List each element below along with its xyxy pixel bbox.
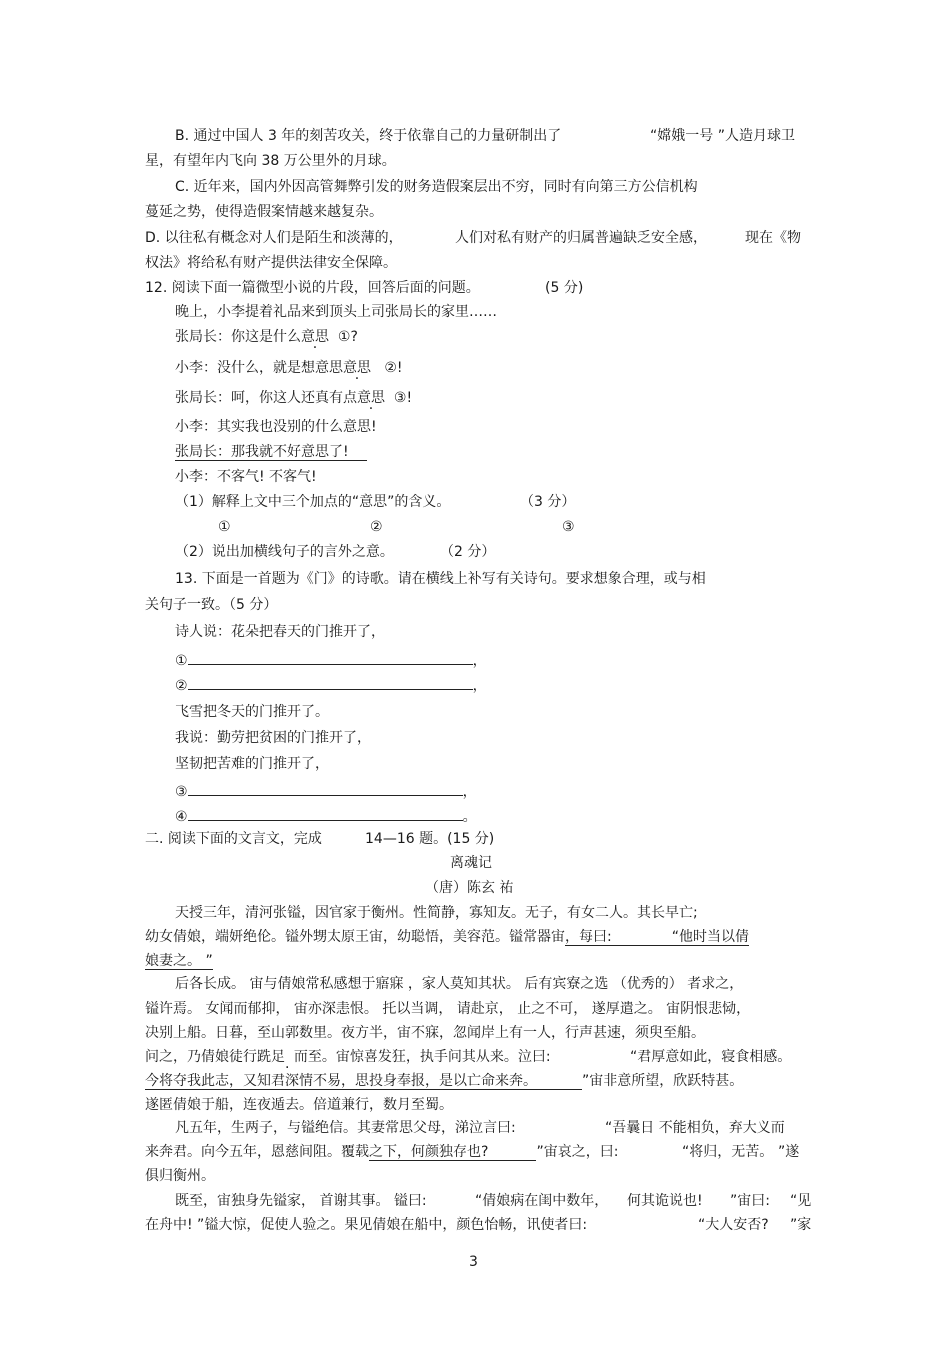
blank-punct-3: ， — [462, 784, 477, 800]
para-a-line-2 — [145, 928, 749, 946]
sub-question-2-score: （2 分） — [440, 544, 496, 560]
dotted-word-2: 意思 — [343, 360, 371, 376]
para-b-line-1: 后各长成。 宙与倩娘常私感想于寤寐 ，家人莫知其状。 后有宾寮之选 （优秀的） 者求之， — [175, 976, 744, 992]
sub-question-2: （2）说出加横线句子的言外之意。 — [175, 544, 394, 560]
para-b-line-2: 镒许焉。 女闻而郁抑， 宙亦深恚恨。 托以当调， 请赴京， 止之不可， 遂厚遣之。 宙阴恨悲恸， — [145, 1001, 751, 1017]
para-d-quote-5: “大人安否? — [698, 1217, 769, 1233]
option-b-quote: “嫦娥一号 ”人造月球卫 — [650, 128, 795, 144]
page-number: 3 — [469, 1254, 478, 1270]
para-c-line-2-text-b: ”宙哀之，曰: — [536, 1144, 619, 1160]
para-c-quote: “吾曩日 不能相负，弃大义而 — [605, 1120, 785, 1136]
marker-1: ①? — [337, 329, 358, 345]
para-b-line-6: 遂匿倩娘于船，连夜遁去。倍道兼行，数月至蜀。 — [145, 1097, 453, 1113]
para-b-line-4 — [145, 1048, 551, 1066]
poem-line-4: 坚韧把苦难的门推开了， — [175, 756, 329, 772]
dialogue-line-6: 小李：不客气! 不客气! — [175, 469, 317, 485]
q13-title-line-1: 13. 下面是一首题为《门》的诗歌。请在横线上补写有关诗句。要求想象合理，或与相 — [175, 571, 706, 587]
answer-mark-2: ② — [370, 519, 383, 535]
blank-marker-4: ④ — [175, 809, 188, 825]
answer-blank-4[interactable] — [188, 806, 463, 821]
dialogue-line-2 — [175, 359, 403, 377]
para-d-quote-4: “见 — [790, 1193, 812, 1209]
dialogue-line-2-text: 小李：没什么，就是想意思 — [175, 360, 343, 376]
answer-blank-1[interactable] — [188, 650, 473, 665]
poem-blank-1 — [175, 650, 487, 670]
para-b-line-5-text: ”宙非意所望，欣跃特甚。 — [582, 1073, 744, 1089]
blank-marker-3: ③ — [175, 784, 188, 800]
section-2-title: 二. 阅读下面的文言文，完成 — [145, 831, 322, 847]
q12-title: 12. 阅读下面一篇微型小说的片段，回答后面的问题。 — [145, 280, 480, 296]
q12-score: (5 分) — [545, 280, 584, 296]
dialogue-line-1 — [175, 328, 358, 346]
para-b-line-5 — [145, 1072, 743, 1090]
sub-question-1: （1）解释上文中三个加点的“意思”的含义。 — [175, 494, 451, 510]
option-d-line-1-a: D. 以往私有概念对人们是陌生和淡薄的， — [145, 230, 403, 246]
para-c-quote-2: “将归，无苦。 — [682, 1144, 774, 1160]
para-b-underlined: 今将夺我此志，又知君深情不易，思投身奉报，是以亡命来奔。 — [145, 1073, 582, 1090]
poem-blank-4 — [175, 806, 477, 826]
para-b-line-4-text-b: 而至。宙惊喜发狂，执手问其从来。泣曰: — [293, 1049, 551, 1065]
poem-line-2: 飞雪把冬天的门推开了。 — [175, 704, 329, 720]
q12-intro: 晚上，小李提着礼品来到顶头上司张局长的家里…… — [175, 304, 497, 320]
para-a-line-3 — [145, 952, 213, 970]
option-b-line-2: 星，有望年内飞向 38 万公里外的月球。 — [145, 153, 396, 169]
para-d-line-2-end: ”家 — [790, 1217, 812, 1233]
option-d-line-1-c: 现在《物 — [745, 230, 801, 246]
para-c-line-1: 凡五年，生两子，与镒绝信。其妻常思父母，涕泣言曰: — [175, 1120, 516, 1136]
option-b-line-1 — [175, 127, 795, 145]
option-b-text: B. 通过中国人 3 年的刻苦攻关，终于依靠自己的力量研制出了 — [175, 128, 562, 144]
marker-2: ②! — [384, 360, 403, 376]
essay-title: 离魂记 — [450, 855, 492, 871]
para-a-quote: “他时当以倩 — [671, 929, 749, 945]
blank-punct-1: ， — [472, 653, 487, 669]
para-c-line-2 — [145, 1143, 618, 1161]
essay-author: （唐）陈玄 祐 — [425, 880, 514, 896]
blank-marker-1: ① — [175, 653, 188, 669]
poem-line-1: 诗人说：花朵把春天的门推开了， — [175, 624, 385, 640]
para-a-line-3-text: 娘妻之。 ” — [145, 953, 213, 969]
para-d-line-2: 在舟中! ”镒大惊，促使人验之。果见倩娘在船中，颜色怡畅，讯使者曰: — [145, 1217, 588, 1233]
para-c-underlined: 之下，何颜独存也? — [369, 1144, 536, 1161]
section-2-title-range: 14—16 题。(15 分) — [365, 831, 495, 847]
para-d-quote: “倩娘病在闺中数年， — [475, 1193, 609, 1209]
para-d-quote-2: 何其诡说也! — [627, 1193, 703, 1209]
para-d-line-1: 既至，宙独身先镒家， 首谢其事。 镒曰: — [175, 1193, 427, 1209]
para-c-quote-3: ”遂 — [778, 1144, 800, 1160]
poem-blank-2 — [175, 675, 487, 695]
dotted-mark — [285, 1049, 289, 1065]
blank-punct-2: ， — [472, 678, 487, 694]
option-c-line-1: C. 近年来，国内外因高管舞弊引发的财务造假案层出不穷，同时有向第三方公信机构 — [175, 179, 698, 195]
para-c-line-2-text: 来奔君。向今五年，恩慈间阻。覆载 — [145, 1144, 369, 1160]
option-d-line-2: 权法》将给私有财产提供法律安全保障。 — [145, 255, 397, 271]
dotted-word-1: 意思 — [301, 329, 329, 345]
dotted-word-3: 意思 — [357, 390, 385, 406]
poem-blank-3 — [175, 781, 477, 801]
blank-marker-2: ② — [175, 678, 188, 694]
blank-punct-4: 。 — [462, 809, 477, 825]
answer-blank-3[interactable] — [188, 781, 463, 796]
q13-title-line-2: 关句子一致。（5 分） — [145, 597, 278, 613]
option-c-line-2: 蔓延之势，使得造假案情越来越复杂。 — [145, 204, 383, 220]
poem-line-3: 我说：勤劳把贫困的门推开了， — [175, 730, 371, 746]
para-b-line-3: 决别上船。日暮，至山郭数里。夜方半，宙不寐，忽闻岸上有一人，行声甚速，须臾至船。 — [145, 1025, 705, 1041]
option-d-line-1-b: 人们对私有财产的归属普遍缺乏安全感， — [455, 230, 707, 246]
para-b-quote: “君厚意如此，寝食相感。 — [630, 1049, 792, 1065]
para-a-line-1: 天授三年，清河张镒，因官家于衡州。性简静，寡知友。无子，有女二人。其长早亡; — [175, 905, 698, 921]
para-d-quote-3: ”宙曰: — [730, 1193, 770, 1209]
para-c-line-3: 俱归衡州。 — [145, 1168, 215, 1184]
answer-mark-1: ① — [218, 519, 231, 535]
answer-mark-3: ③ — [562, 519, 575, 535]
sub-question-1-score: （3 分） — [520, 494, 576, 510]
dialogue-line-3 — [175, 389, 412, 407]
answer-blank-2[interactable] — [188, 675, 473, 690]
dialogue-line-5 — [175, 443, 367, 461]
underlined-sentence: 张局长：那我就不好意思了! — [175, 444, 367, 461]
dialogue-line-4: 小李：其实我也没别的什么意思! — [175, 419, 377, 435]
dialogue-line-3-text: 张局长：呵，你这人还真有点 — [175, 390, 357, 406]
para-b-line-4-text: 问之，乃倩娘徒行跣足 — [145, 1049, 285, 1065]
para-a-line-2-text: 幼女倩娘，端妍绝伦。镒外甥太原王宙，幼聪悟，美容范。镒常器宙 — [145, 929, 565, 945]
para-a-underlined: ，每曰: — [565, 929, 672, 946]
marker-3: ③! — [393, 390, 413, 406]
dialogue-line-1-text: 张局长：你这是什么 — [175, 329, 301, 345]
